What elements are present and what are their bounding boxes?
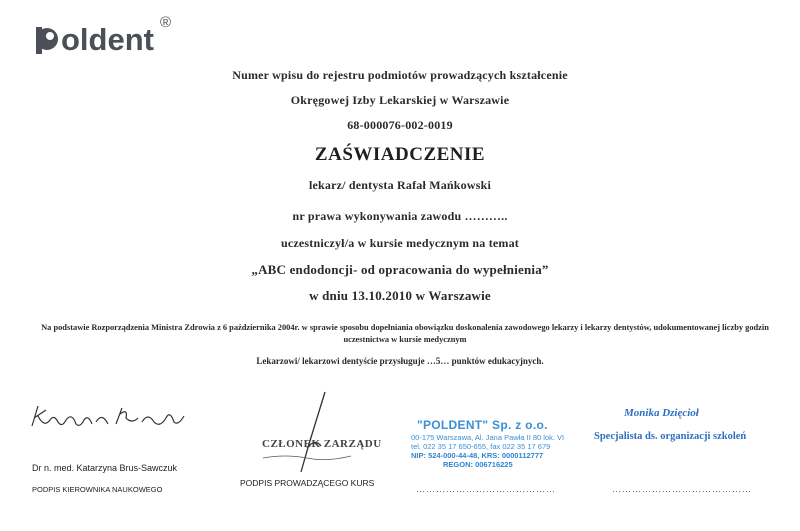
chamber-line: Okręgowej Izby Lekarskiej w Warszawie <box>290 93 510 107</box>
organizer-role: Specjalista ds. organizacji szkoleń <box>594 431 747 442</box>
poldent-logo <box>28 14 178 58</box>
svg-text:oldent: oldent <box>61 22 154 57</box>
stamp-ids: NIP: 524-000-44-48, KRS: 0000112777 <box>411 451 544 460</box>
board-member-signature <box>255 388 365 478</box>
scientific-head-role: PODPIS KIEROWNIKA NAUKOWEGO <box>32 485 163 494</box>
stamp-address: 00-175 Warszawa, Al. Jana Pawła II 80 lok. VI <box>411 433 565 442</box>
svg-text:Katarzyna Brus-Sawczuk: Katarzyna Brus-Sawczuk <box>34 436 45 437</box>
certificate-title: ZAŚWIADCZENIE <box>314 144 486 165</box>
stamp-company-name: "POLDENT" Sp. z o.o. <box>417 418 548 432</box>
logo-wordmark <box>28 14 178 58</box>
recipient-line: lekarz/ dentysta Rafał Mańkowski <box>308 178 492 192</box>
register-line: Numer wpisu do rejestru podmiotów prowadzących kształcenie <box>232 68 568 82</box>
scientific-head-name: Dr n. med. Katarzyna Brus-Sawczuk <box>32 463 178 473</box>
license-line: nr prawa wykonywania zawodu ……….. <box>292 209 508 223</box>
company-stamp <box>407 418 567 474</box>
date-place: w dniu 13.10.2010 w Warszawie <box>309 288 491 303</box>
register-number: 68-000076-002-0019 <box>347 118 453 132</box>
board-stamp-text: CZŁONEK ZARZĄDU <box>262 438 382 450</box>
legal-basis: Na podstawie Rozporządzenia Ministra Zdrowia z 6 października 2004r. w sprawie sposobu dopełniania obowiązku doskonalenia zawodowego lekarzy i lekarzy dentystów, udokumentowanej liczby godzin uczestnictwa w kursie medycznym <box>41 323 769 344</box>
organizer-signature-dots: …………………………………… <box>612 484 752 494</box>
board-role: PODPIS PROWADZĄCEGO KURS <box>240 478 375 488</box>
stamp-phones: tel. 022 35 17 650-655, fax 022 35 17 679 <box>411 442 551 451</box>
course-topic: „ABC endodoncji- od opracowania do wypełnienia” <box>251 262 549 277</box>
participation-line: uczestniczył/a w kursie medycznym na temat <box>280 236 520 250</box>
company-signature-dots: …………………………………… <box>416 484 556 494</box>
registered-mark-icon: ® <box>160 14 172 31</box>
scientific-head-signature <box>28 398 188 438</box>
points-line: Lekarzowi/ lekarzowi dentyście przysługuje …5… punktów edukacyjnych. <box>256 356 544 366</box>
stamp-regon: REGON: 006716225 <box>443 460 513 469</box>
organizer-name: Monika Dzięcioł <box>624 407 699 419</box>
